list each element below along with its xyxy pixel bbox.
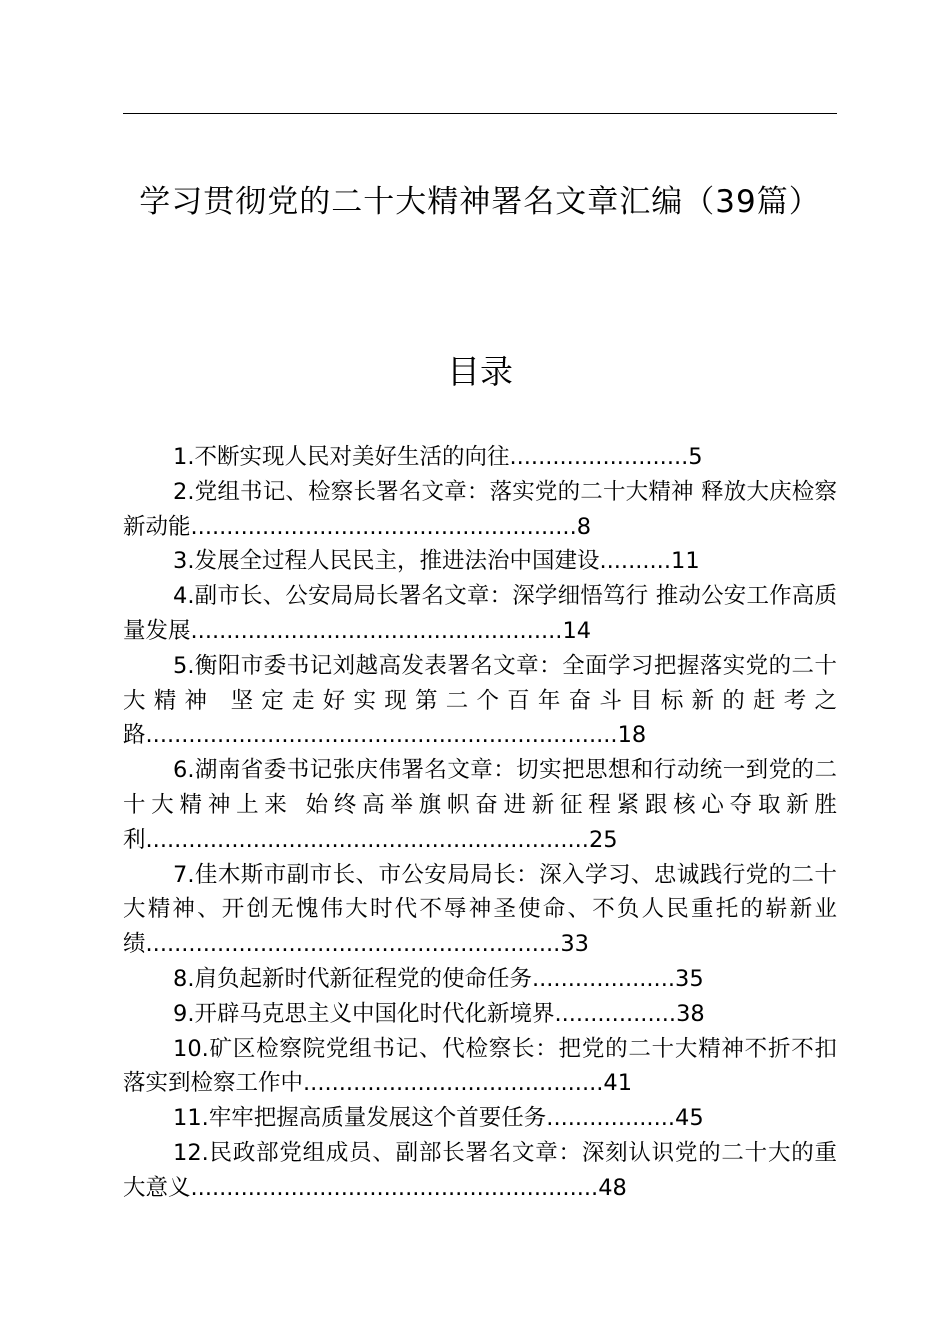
toc-entry[interactable]	[123, 753, 837, 857]
toc-entry-page	[191, 1175, 627, 1201]
toc-entry-title: 8.肩负起新时代新征程党的使命任务	[173, 965, 532, 992]
toc-entry-page	[303, 1070, 632, 1096]
toc-entry[interactable]	[123, 475, 837, 545]
toc-entry-page-number: 11	[671, 548, 700, 575]
toc-entry-title: 3.发展全过程人民民主，推进法治中国建设	[173, 548, 600, 575]
toc-entry-leader: ....................................................	[190, 617, 563, 644]
toc-entry-page-number: 8	[576, 513, 592, 540]
toc-entry-page	[554, 1001, 704, 1027]
toc-entry-leader: .................	[554, 1000, 677, 1027]
toc-entry-page-number: 45	[675, 1105, 704, 1132]
toc-entry-title: 10.矿区检察院党组书记、代检察长：把党的二十大精神不折不扣落实到检察工作中	[123, 1035, 837, 1097]
toc-entry-page	[532, 966, 704, 992]
toc-entry-page	[599, 548, 699, 574]
toc-entry-leader: ..........	[599, 548, 671, 575]
toc-entry[interactable]	[123, 962, 837, 997]
toc-entry-page-number: 25	[588, 826, 618, 853]
toc-entry[interactable]	[123, 649, 837, 753]
toc-entry-page	[546, 1105, 703, 1131]
toc-entry-leader: ..................................................................	[145, 722, 618, 749]
toc-entry-title: 2.党组书记、检察长署名文章：落实党的二十大精神 释放大庆检察新动能	[123, 478, 837, 540]
toc-entry-title: 5.衡阳市委书记刘越高发表署名文章：全面学习把握落实党的二十大精神 坚定走好实现第二个百年奋斗目标新的赶考之路	[123, 652, 837, 749]
toc-entry-page-number: 14	[562, 617, 592, 644]
toc-entry-title: 6.湖南省委书记张庆伟署名文章：切实把思想和行动统一到党的二十大精神上来 始终高举旗帜奋进新征程紧跟核心夺取新胜利	[123, 757, 837, 853]
toc-entry[interactable]	[123, 1032, 837, 1102]
toc-entry-page-number: 38	[676, 1000, 705, 1027]
toc-entry[interactable]	[123, 544, 837, 579]
toc-entry[interactable]	[123, 997, 837, 1032]
toc-entry-page-number: 18	[617, 722, 647, 749]
toc-entry-leader: ..................	[546, 1105, 676, 1132]
toc-entry-page	[191, 514, 592, 540]
toc-entry-page	[146, 931, 589, 957]
toc-entry-leader: .........................	[509, 444, 689, 470]
toc-entry-title: 1.不断实现人民对美好生活的向往	[173, 444, 510, 470]
toc-entry[interactable]	[123, 1136, 837, 1206]
toc-entry-title: 4.副市长、公安局局长署名文章：深学细悟笃行 推动公安工作高质量发展	[123, 583, 837, 644]
toc-entry[interactable]	[123, 579, 837, 649]
toc-entry-leader: ..........................................................	[145, 931, 561, 958]
toc-entry-page	[146, 722, 647, 748]
toc-entry[interactable]	[123, 440, 837, 475]
toc-entry-leader: ......................................................	[190, 513, 577, 540]
toc-entry-title: 12.民政部党组成员、副部长署名文章：深刻认识党的二十大的重大意义	[123, 1139, 837, 1201]
toc-entry-leader: ..............................................................	[145, 826, 589, 853]
document-title: 学习贯彻党的二十大精神署名文章汇编（39篇）	[139, 184, 821, 220]
toc-entry-page	[191, 618, 592, 644]
toc-entry-title: 11.牢牢把握高质量发展这个首要任务	[173, 1105, 547, 1132]
toc-entry-page	[146, 827, 618, 853]
toc-entry[interactable]	[123, 1101, 837, 1136]
toc-entry-page	[509, 444, 702, 470]
toc-entry-leader: ....................	[531, 965, 676, 992]
toc-heading: 目录	[447, 352, 513, 391]
toc-entry-leader: .........................................................	[190, 1174, 599, 1201]
toc-entry-title: 9.开辟马克思主义中国化时代化新境界	[173, 1000, 555, 1027]
header-rule	[123, 113, 837, 114]
toc-entry-page-number: 35	[675, 965, 704, 992]
table-of-contents	[123, 440, 837, 1206]
toc-entry[interactable]	[123, 858, 837, 962]
toc-entry-page-number: 33	[560, 931, 589, 958]
toc-entry-page-number: 48	[598, 1174, 627, 1201]
toc-entry-page-number: 41	[603, 1070, 633, 1097]
toc-entry-leader: ..........................................	[303, 1070, 604, 1097]
toc-entry-title: 7.佳木斯市副市长、市公安局局长：深入学习、忠诚践行党的二十大精神、开创无愧伟大时代不辱神圣使命、不负人民重托的崭新业绩	[123, 861, 837, 958]
toc-entry-page-number: 5	[688, 444, 703, 470]
